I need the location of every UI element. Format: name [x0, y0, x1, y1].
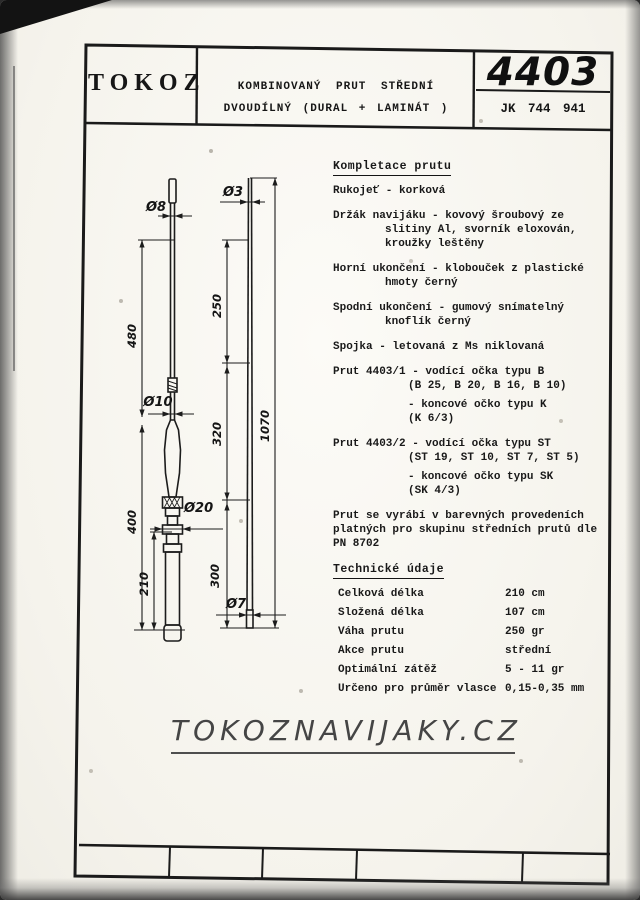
spec-line: knoflík černý: [385, 316, 471, 328]
title-block-divider-2: [474, 51, 475, 129]
spec-line: Držák navijáku - kovový šroubový ze: [333, 210, 565, 222]
dim-label-320: 320: [210, 421, 224, 447]
spec-line: - koncové očko typu K: [408, 399, 547, 411]
spec-line: Prut se vyrábí v barevných provedeních: [333, 510, 584, 522]
dia-label-3: Ø3: [222, 185, 244, 200]
spec-item: [333, 437, 625, 498]
spec-line: Spodní ukončení - gumový snímatelný: [333, 302, 565, 314]
reel-seat-ring-4: [167, 534, 179, 544]
dim-label-1070: 1070: [258, 409, 272, 443]
bottom-strip-top-rule: [79, 845, 610, 854]
scan-edge-line-artifact: [13, 66, 15, 371]
spec-item: [333, 184, 625, 198]
rod-top-cap: [169, 179, 176, 203]
lower-grip: [166, 552, 180, 625]
spec-line: (K 6/3): [408, 413, 455, 425]
kompletace-item-list: [333, 184, 625, 551]
product-title: [199, 76, 473, 120]
catalog-number: JK 744 941: [500, 102, 586, 116]
spec-line: Horní ukončení - klobouček z plastické: [333, 263, 584, 275]
company-logo-text: TOKOZ: [88, 70, 206, 96]
reel-seat-ring-5: [164, 544, 182, 552]
spec-line: platných pro skupinu středních prutů dle: [333, 524, 598, 536]
scan-speckles: [0, 0, 2, 2]
tech-row: [333, 604, 625, 623]
dim-label-300: 300: [208, 563, 222, 589]
spec-line: Rukojeť - korková: [333, 185, 446, 197]
product-title-line2: DVOUDÍLNÝ (DURAL + LAMINÁT ): [223, 103, 449, 115]
spec-line: Prut 4403/2 - vodící očka typu ST: [333, 438, 551, 450]
spec-item: [333, 262, 625, 290]
tech-row-value: střední: [505, 645, 552, 657]
tech-row: [333, 661, 625, 680]
technicke-heading-wrap: [333, 563, 625, 579]
bottom-strip-divider-1: [169, 847, 170, 877]
bottom-strip-divider-2: [262, 848, 263, 879]
product-title-line1: KOMBINOVANÝ PRUT STŘEDNÍ: [237, 81, 435, 93]
dia-label-20: Ø20: [184, 501, 214, 516]
cork-grip: [165, 420, 181, 497]
butt-end-knob: [164, 625, 181, 641]
tech-row-value: 5 - 11 gr: [505, 664, 565, 676]
tech-row: [333, 680, 625, 699]
spec-item: [333, 301, 625, 329]
rod-tip-section: [247, 178, 278, 628]
spec-line: slitiny Al, svorník eloxován,: [385, 224, 577, 236]
reel-seat-ring-1: [166, 508, 180, 516]
tech-row-value: 250 gr: [505, 626, 545, 638]
spec-line: Prut 4403/1 - vodící očka typu B: [333, 366, 545, 378]
tech-row-label: Určeno pro průměr vlasce: [338, 683, 497, 695]
specification-column: [333, 160, 625, 699]
technicke-heading: Technické údaje: [333, 563, 444, 579]
dim-label-480: 480: [125, 323, 139, 349]
tech-row-label: Složená délka: [338, 607, 424, 619]
title-block-bottom-rule: [86, 123, 612, 130]
spec-item: [333, 365, 625, 426]
dia-label-7: Ø7: [226, 597, 247, 612]
spec-item: [333, 209, 625, 251]
spec-item: [333, 509, 625, 551]
tech-row-label: Váha prutu: [338, 626, 405, 638]
spec-line: (SK 4/3): [408, 485, 461, 497]
spec-line: (ST 19, ST 10, ST 7, ST 5): [408, 452, 580, 464]
spec-item: [333, 340, 625, 354]
tech-row-label: Akce prutu: [338, 645, 405, 657]
bottom-strip-divider-3: [356, 850, 357, 880]
rod-butt-section: [163, 179, 183, 641]
spec-line: hmoty černý: [385, 277, 458, 289]
dim-label-210: 210: [137, 571, 151, 597]
tech-row-value: 210 cm: [505, 588, 545, 600]
bottom-strip-divider-4: [522, 852, 523, 882]
spec-line: (B 25, B 20, B 16, B 10): [408, 380, 567, 392]
rod-technical-drawing: [90, 158, 340, 673]
dia-label-8: Ø8: [145, 200, 167, 215]
watermark-text: TOKOZNAVIJAKY.CZ: [171, 714, 515, 754]
tech-row: [333, 585, 625, 604]
kompletace-heading: Kompletace prutu: [333, 160, 451, 176]
kompletace-heading-wrap: [333, 160, 625, 176]
tech-row: [333, 642, 625, 661]
tech-row-value: 107 cm: [505, 607, 545, 619]
tech-row-label: Optimální zátěž: [338, 664, 438, 676]
spec-line: Spojka - letovaná z Ms niklovaná: [333, 341, 545, 353]
model-number: 4403: [486, 50, 600, 95]
tech-row-label: Celková délka: [338, 588, 424, 600]
dim-label-400: 400: [125, 509, 139, 535]
tech-row-value: 0,15-0,35 mm: [505, 683, 585, 695]
technicke-table: [333, 585, 625, 699]
dim-label-250: 250: [210, 293, 224, 319]
spec-line: kroužky leštěny: [385, 238, 485, 250]
tip-section-plug: [247, 610, 254, 628]
tech-row: [333, 623, 625, 642]
dia-label-10: Ø10: [143, 395, 173, 410]
spec-line: - koncové očko typu SK: [408, 471, 554, 483]
spec-line: PN 8702: [333, 538, 380, 550]
reel-seat-ring-2: [168, 516, 178, 525]
